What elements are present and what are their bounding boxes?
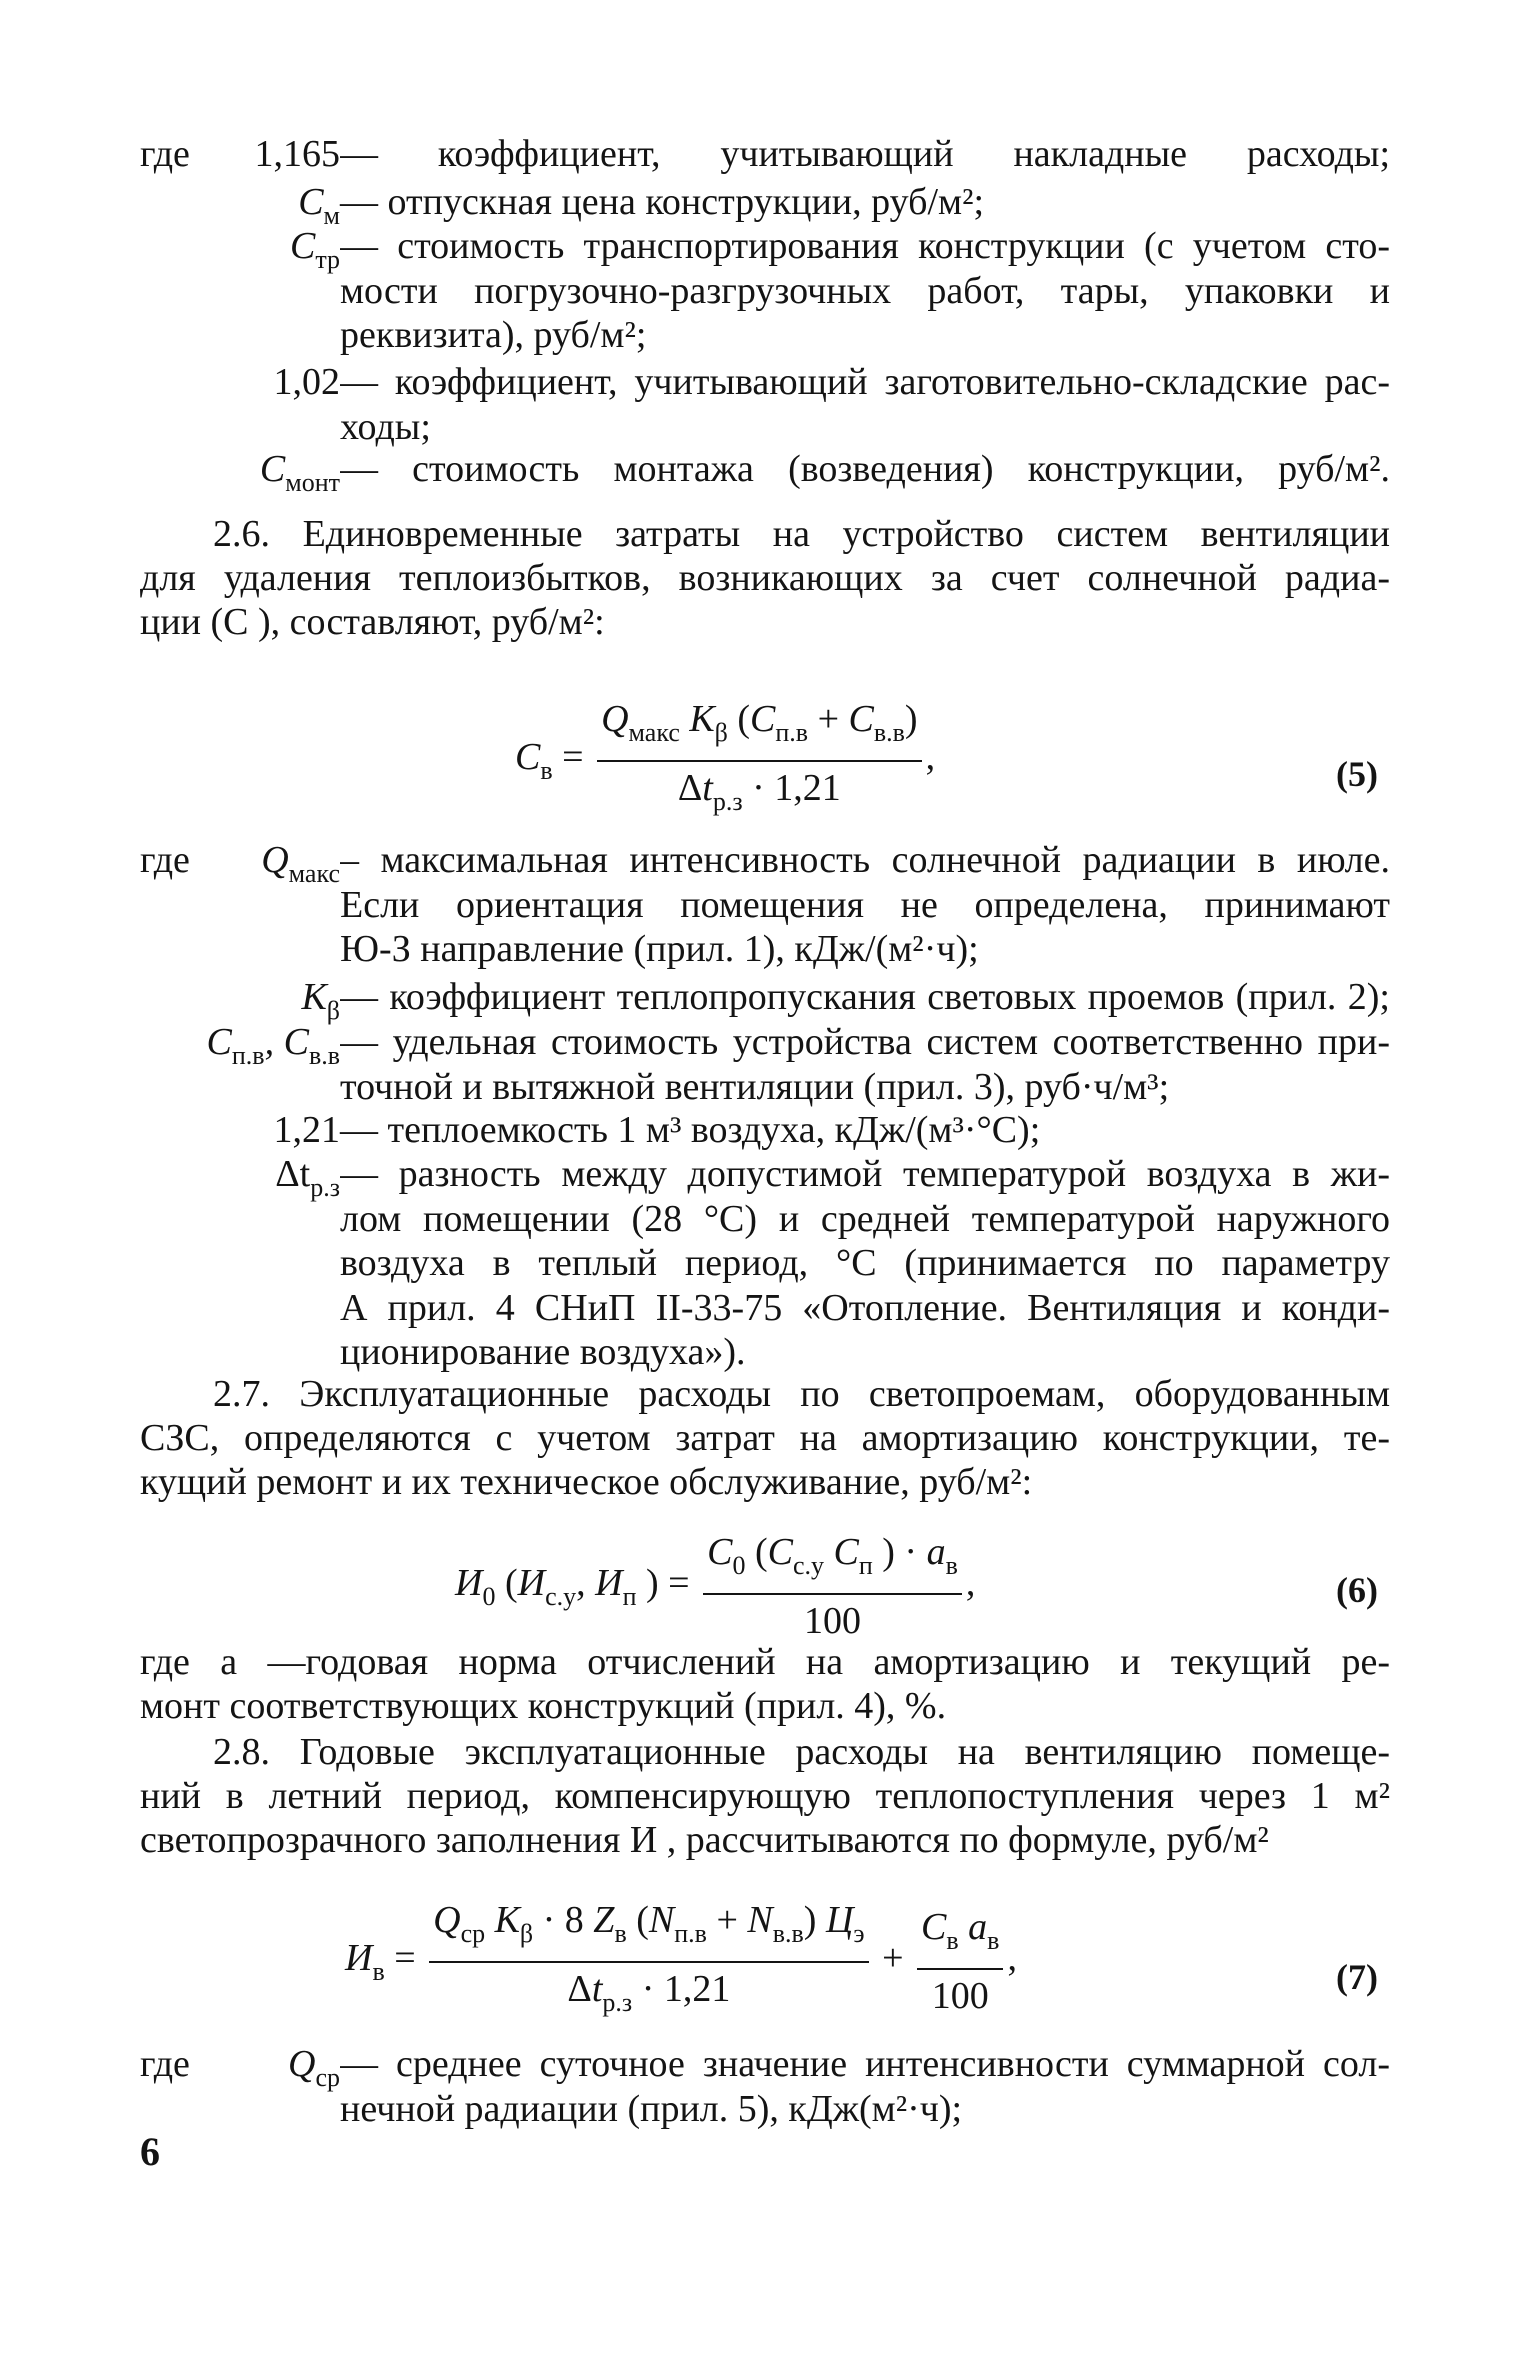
def-text: Ю-З направление (прил. 1), кДж/(м²·ч);: [340, 928, 979, 970]
def-text: — стоимость транспортирования конструкции (с учетом сто-: [340, 225, 1390, 267]
def-text: — разность между допустимой температурой воздуха в жи-: [340, 1153, 1390, 1195]
paragraph-line: для удаления теплоизбытков, возникающих за счет солнечной радиа-: [140, 557, 1390, 599]
equation-number: (7): [1336, 1957, 1378, 1997]
def-term: $С_{п.в}$, $С_{в.в}$: [206, 1021, 340, 1070]
where-label: где: [140, 133, 190, 175]
def-term: 1,02: [273, 361, 340, 403]
paragraph-line: кущий ремонт и их техническое обслуживание, руб/м²:: [140, 1461, 1033, 1503]
def-text: А прил. 4 СНиП II-33-75 «Отопление. Вентиляция и конди-: [340, 1286, 1390, 1329]
paragraph-line: где a —годовая норма отчислений на амортизацию и текущий ре-: [140, 1641, 1390, 1683]
def-term: $К_\beta$: [301, 976, 340, 1025]
def-text: мости погрузочно-разгрузочных работ, тары, упаковки и: [340, 269, 1390, 312]
where-label: где: [140, 839, 190, 881]
paragraph-line: 2.8. Годовые эксплуатационные расходы на вентиляцию помеще-: [213, 1731, 1390, 1773]
def-text: — коэффициент, учитывающий заготовительно-складские рас-: [340, 361, 1390, 403]
def-term: $С_{монт}$: [259, 448, 340, 497]
formula-7: $И_в$ = $\frac{Q_{ср} К_\beta \cdot 8 Z_в (N_{п.в} + N_{в.в}) Ц_э}{\Delta t_{р.з} \cdot 1,21}$ + $\frac{С_в a_в}{100}$ ,: [345, 1899, 1017, 2017]
paragraph-line: светопрозрачного заполнения И , рассчитываются по формуле, руб/м²: [140, 1819, 1269, 1861]
def-text: – максимальная интенсивность солнечной радиации в июле.: [340, 839, 1390, 881]
def-text: — стоимость монтажа (возведения) конструкции, руб/м².: [340, 448, 1390, 490]
def-term: $С_{тр}$: [289, 225, 340, 274]
def-text: — коэффициент, учитывающий накладные расходы;: [340, 133, 1390, 175]
def-text: нечной радиации (прил. 5), кДж(м²·ч);: [340, 2087, 963, 2130]
paragraph-line: 2.6. Единовременные затраты на устройство систем вентиляции: [213, 513, 1390, 555]
def-term: 1,165: [254, 133, 340, 175]
paragraph-line: 2.7. Эксплуатационные расходы по светопроемам, оборудованным: [213, 1373, 1390, 1415]
def-text: — среднее суточное значение интенсивности суммарной сол-: [340, 2043, 1390, 2085]
page-number: 6: [140, 2129, 160, 2174]
def-text: ционирование воздуха»).: [340, 1331, 746, 1373]
def-text: ходы;: [340, 405, 431, 448]
def-term: $Q_{макс}$: [261, 839, 340, 888]
def-text: воздуха в теплый период, °С (принимается по параметру: [340, 1242, 1390, 1284]
def-text: точной и вытяжной вентиляции (прил. 3), руб·ч/м³;: [340, 1065, 1170, 1108]
def-text: — теплоемкость 1 м³ воздуха, кДж/(м³·°С);: [340, 1109, 1041, 1151]
where-label: где: [140, 2043, 190, 2085]
paragraph-line: СЗС, определяются с учетом затрат на амортизацию конструкции, те-: [140, 1417, 1390, 1459]
def-text: — отпускная цена конструкции, руб/м²;: [340, 181, 985, 223]
formula-6: $И_0$ ($И_{с.у}$, $И_п$ ) = $\frac{С_0 (С_{с.у} С_п ) \cdot a_в}{100}$ ,: [455, 1531, 976, 1642]
def-text: — коэффициент теплопропускания световых проемов (прил. 2);: [340, 976, 1390, 1018]
def-text: Если ориентация помещения не определена, принимают: [340, 883, 1390, 926]
def-term: $С_м$: [298, 181, 340, 230]
def-text: — удельная стоимость устройства систем соответственно при-: [340, 1021, 1390, 1063]
paragraph-line: ний в летний период, компенсирующую теплопоступления через 1 м²: [140, 1775, 1390, 1817]
paragraph-line: ции (С ), составляют, руб/м²:: [140, 601, 605, 643]
def-term: $Q_{ср}$: [288, 2043, 340, 2092]
equation-number: (5): [1336, 754, 1378, 794]
def-term: $\Delta t_{р.з}$: [275, 1153, 340, 1202]
def-text: реквизита), руб/м²;: [340, 314, 647, 356]
equation-number: (6): [1336, 1570, 1378, 1610]
def-term: 1,21: [273, 1109, 340, 1151]
def-text: лом помещении (28 °С) и средней температурой наружного: [340, 1197, 1390, 1240]
formula-5: $С_в$ = $\frac{Q_{макс} К_\beta (С_{п.в} + С_{в.в})}{\Delta t_{р.з} \cdot 1,21}$ ,: [515, 698, 936, 816]
paragraph-line: монт соответствующих конструкций (прил. 4), %.: [140, 1685, 947, 1727]
